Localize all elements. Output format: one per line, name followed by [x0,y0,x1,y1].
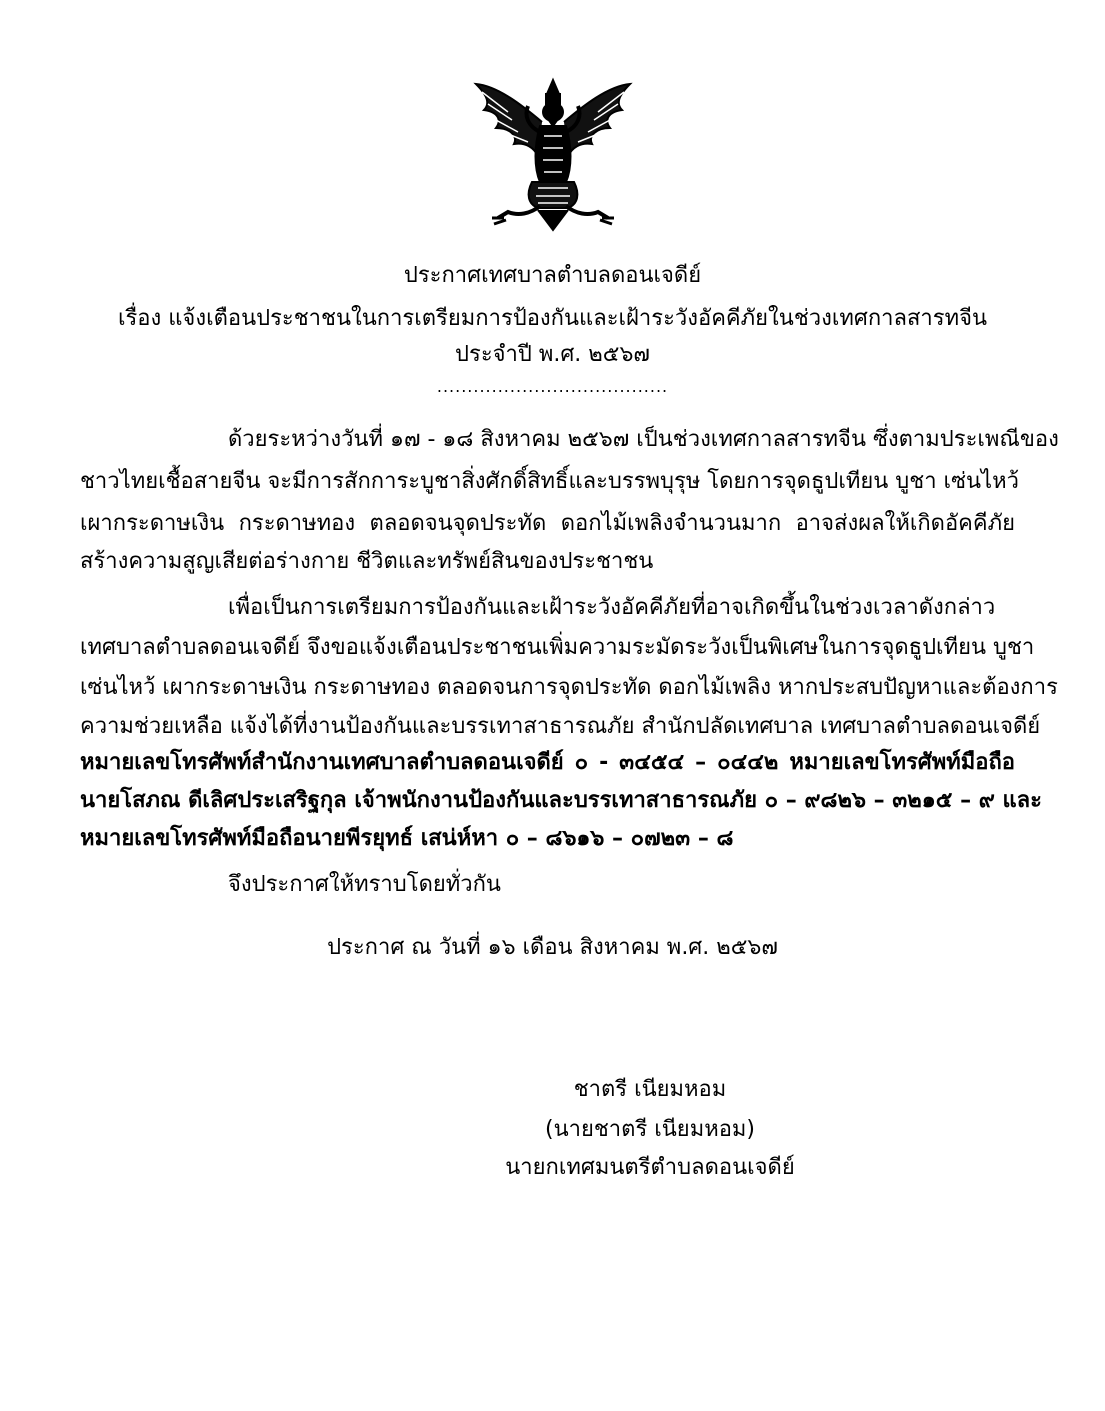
announcement-date: ประกาศ ณ วันที่ ๑๖ เดือน สิงหาคม พ.ศ. ๒๕๖๗ [327,935,778,960]
paragraph-2-line: เพื่อเป็นการเตรียมการป้องกันและเฝ้าระวังอัคคีภัยที่อาจเกิดขึ้นในช่วงเวลาดังกล่าว [228,595,996,620]
signatory-full-name: (นายชาตรี เนียมหอม) [545,1117,755,1142]
paragraph-2-line: เทศบาลตำบลดอนเจดีย์ จึงขอแจ้งเตือนประชาชนเพิ่มความระมัดระวังเป็นพิเศษในการจุดธูปเทียน บูชา [80,635,1035,660]
signatory-name: ชาตรี เนียมหอม [573,1077,727,1102]
mobile-phone-line: หมายเลขโทรศัพท์มือถือนายพีรยุทธ์ เสน่ห์หา ๐ – ๘๖๑๖ – ๐๗๒๓ – ๘ [80,826,734,851]
office-phone-line: หมายเลขโทรศัพท์สำนักงานเทศบาลตำบลดอนเจดีย์ ๐ - ๓๔๕๔ – ๐๔๔๒ หมายเลขโทรศัพท์มือถือ [80,750,1015,775]
paragraph-2-line: ความช่วยเหลือ แจ้งได้ที่งานป้องกันและบรรเทาสาธารณภัย สำนักปลัดเทศบาล เทศบาลตำบลดอนเจดีย์ [80,714,1041,739]
signatory-position: นายกเทศมนตรีตำบลดอนเจดีย์ [505,1155,795,1180]
paragraph-1-line: สร้างความสูญเสียต่อร่างกาย ชีวิตและทรัพย์สินของประชาชน [80,549,654,574]
paragraph-1-line: ด้วยระหว่างวันที่ ๑๗ - ๑๘ สิงหาคม ๒๕๖๗ เป็นช่วงเทศกาลสารทจีน ซึ่งตามประเพณีของ [228,427,1059,452]
paragraph-1-line: เผากระดาษเงิน กระดาษทอง ตลอดจนจุดประทัด ดอกไม้เพลิงจำนวนมาก อาจส่งผลให้เกิดอัคคีภัย [80,511,1015,536]
separator-line: ...................................... [436,377,669,396]
officer-phone-line: นายโสภณ ดีเลิศประเสริฐกุล เจ้าพนักงานป้องกันและบรรเทาสาธารณภัย ๐ – ๙๘๒๖ – ๓๒๑๕ – ๙ และ [80,788,1042,813]
garuda-emblem-icon [468,76,638,236]
paragraph-2-line: เซ่นไหว้ เผากระดาษเงิน กระดาษทอง ตลอดจนการจุดประทัด ดอกไม้เพลิง หากประสบปัญหาและต้องการ [80,675,1058,700]
announcement-title: ประกาศเทศบาลตำบลดอนเจดีย์ [403,263,702,288]
announcement-year: ประจำปี พ.ศ. ๒๕๖๗ [455,342,650,367]
paragraph-1-line: ชาวไทยเชื้อสายจีน จะมีการสักการะบูชาสิ่งศักดิ์สิทธิ์และบรรพบุรุษ โดยการจุดธูปเทียน บูชา เซ่นไหว้ [80,469,1019,494]
closing-statement: จึงประกาศให้ทราบโดยทั่วกัน [228,872,501,897]
announcement-subject: เรื่อง แจ้งเตือนประชาชนในการเตรียมการป้องกันและเฝ้าระวังอัคคีภัยในช่วงเทศกาลสารทจีน [117,306,988,331]
